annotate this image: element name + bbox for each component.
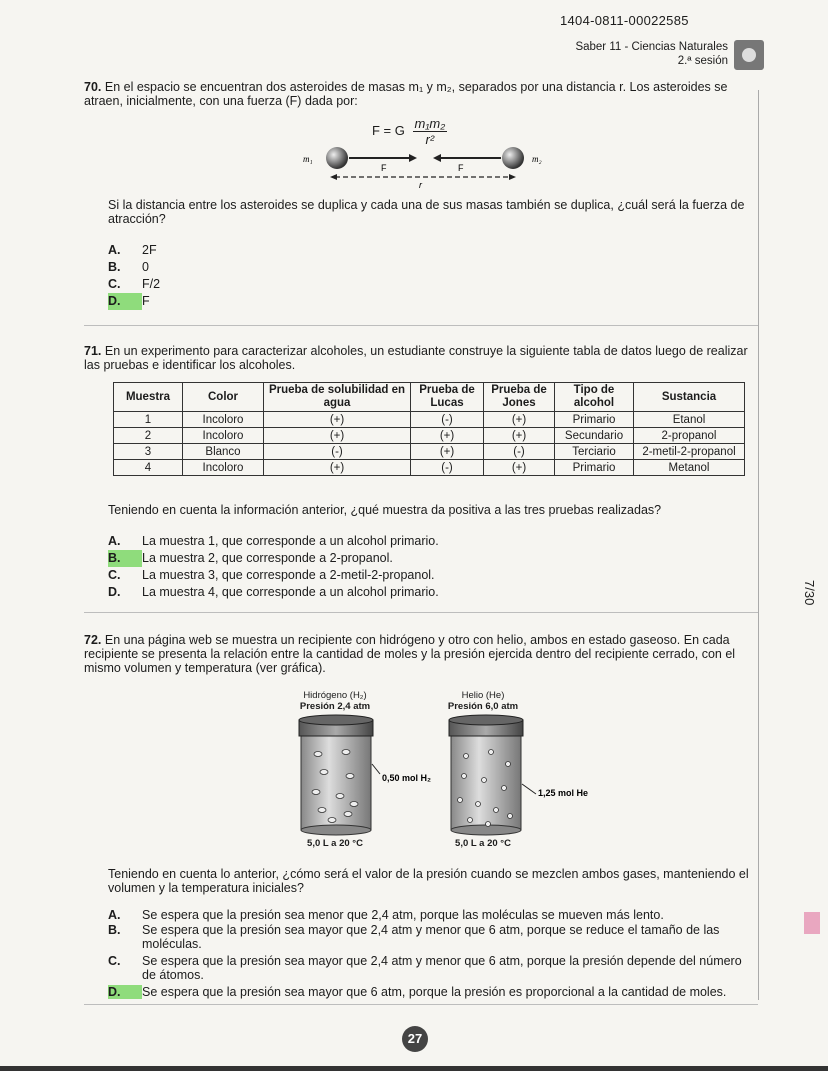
option-b[interactable]: B. La muestra 2, que corresponde a 2-propanol. <box>108 551 393 565</box>
question-72-prompt: Teniendo en cuenta lo anterior, ¿cómo será el valor de la presión cuando se mezclen ambos gases, manteniendo el volumen y la temperatura iniciales? <box>108 867 749 895</box>
document-code: 1404-0811-00022585 <box>560 13 689 28</box>
option-a[interactable]: A. Se espera que la presión sea menor que 2,4 atm, porque las moléculas se mueven más lento. <box>108 908 664 922</box>
formula-left: F = G <box>372 122 405 138</box>
table-row: 2 Incoloro (+) (+) (+) Secundario 2-propanol <box>114 428 745 444</box>
table-row: 4 Incoloro (+) (-) (+) Primario Metanol <box>114 460 745 476</box>
question-71-prompt: Teniendo en cuenta la información anterior, ¿qué muestra da positiva a las tres pruebas realizadas? <box>108 503 662 517</box>
exam-header <box>575 40 728 68</box>
hydrogen-moles: 0,50 mol H₂ <box>382 773 432 783</box>
asteroid-m1 <box>326 147 348 169</box>
alcohol-table <box>113 382 745 476</box>
header-cell: Tipo de alcohol <box>555 383 634 412</box>
question-number: 70. <box>84 80 102 94</box>
options-72 <box>108 908 748 999</box>
helium-label: Helio (He) Presión 6,0 atm <box>447 690 519 712</box>
header-cell: Sustancia <box>634 383 745 412</box>
hydrogen-cylinder <box>299 715 373 835</box>
question-text: En una página web se muestra un recipiente con hidrógeno y otro con helio, ambos en estado gaseoso. En cada recipiente se presenta la relación entre la cantidad de moles y la presión ejercida dentro del recipiente cerrado, con el mismo volumen y temperatura (ver gráfica). <box>84 633 736 675</box>
label-distance: r <box>419 180 422 190</box>
divider <box>84 1004 758 1005</box>
scan-edge <box>0 1066 828 1071</box>
header-cell: Prueba de solubilidad en agua <box>264 383 411 412</box>
question-text: En el espacio se encuentran dos asteroides de masas m₁ y m₂, separados por una distancia r. Los asteroides se atraen, inicialmente, con una fuerza (F) dada por: <box>84 80 728 108</box>
page-number: 27 <box>402 1026 428 1052</box>
question-70 <box>84 80 754 108</box>
option-b[interactable]: B. Se espera que la presión sea mayor que 2,4 atm y menor que 6 atm, porque se reduce el tamaño de las moléculas. <box>108 923 720 951</box>
helium-conditions: 5,0 L a 20 °C <box>455 838 511 849</box>
option-a[interactable]: A. 2F <box>108 243 157 257</box>
option-d[interactable]: D. Se espera que la presión sea mayor que 6 atm, porque la presión es proporcional a la cantidad de moles. <box>108 985 727 999</box>
question-70-prompt: Si la distancia entre los asteroides se duplica y cada una de sus masas también se duplica, ¿cuál será la fuerza de atracción? <box>108 198 745 226</box>
question-72 <box>84 633 754 675</box>
question-number: 72. <box>84 633 102 647</box>
hydrogen-conditions: 5,0 L a 20 °C <box>307 838 363 849</box>
question-71 <box>84 344 754 372</box>
question-number: 71. <box>84 344 102 358</box>
question-text: En un experimento para caracterizar alcoholes, un estudiante construye la siguiente tabla de datos luego de realizar las pruebas e identificar los alcoholes. <box>84 344 748 372</box>
header-cell: Prueba de Lucas <box>411 383 484 412</box>
header-cell: Muestra <box>114 383 183 412</box>
label-force-1: F <box>381 163 387 173</box>
options-71 <box>108 533 439 601</box>
divider <box>84 325 758 326</box>
barcode-mark-icon <box>804 912 820 934</box>
answer-highlight: B. <box>108 550 142 567</box>
answer-highlight: D. <box>108 293 142 310</box>
header-cell: Prueba de Jones <box>484 383 555 412</box>
option-b[interactable]: B. 0 <box>108 260 149 274</box>
formula-denominator: r² <box>425 132 435 147</box>
label-m2: m₂ <box>532 154 542 164</box>
asteroid-m2 <box>502 147 524 169</box>
table-header-row <box>114 383 745 412</box>
gas-containers-diagram <box>296 714 616 836</box>
label-m1: m₁ <box>303 154 313 164</box>
option-d[interactable]: D. F <box>108 294 150 308</box>
session-label: 2.ª sesión <box>677 55 728 67</box>
option-c[interactable]: C. F/2 <box>108 277 161 291</box>
label-force-2: F <box>458 163 464 173</box>
option-d[interactable]: D. La muestra 4, que corresponde a un alcohol primario. <box>108 585 439 599</box>
option-a[interactable]: A. La muestra 1, que corresponde a un alcohol primario. <box>108 534 439 548</box>
hydrogen-label: Hidrógeno (H₂) Presión 2,4 atm <box>299 690 371 712</box>
exam-title: Saber 11 - Ciencias Naturales <box>575 41 728 53</box>
options-70 <box>108 242 160 310</box>
side-page-counter: 7/30 <box>802 580 817 606</box>
option-c[interactable]: C. Se espera que la presión sea mayor que 2,4 atm y menor que 6 atm, porque la presión depende del número de átomos. <box>108 954 742 982</box>
header-cell: Color <box>183 383 264 412</box>
divider <box>84 612 758 613</box>
exam-logo-icon <box>734 40 764 70</box>
formula-numerator: m₁m₂ <box>414 116 446 131</box>
asteroid-diagram <box>295 140 555 192</box>
helium-cylinder <box>449 715 523 835</box>
page-frame <box>758 90 759 1000</box>
option-c[interactable]: C. La muestra 3, que corresponde a 2-metil-2-propanol. <box>108 568 435 582</box>
answer-highlight: D. <box>108 985 142 999</box>
table-row: 3 Blanco (-) (+) (-) Terciario 2-metil-2-propanol <box>114 444 745 460</box>
table-row: 1 Incoloro (+) (-) (+) Primario Etanol <box>114 412 745 428</box>
helium-moles: 1,25 mol He <box>538 788 589 798</box>
